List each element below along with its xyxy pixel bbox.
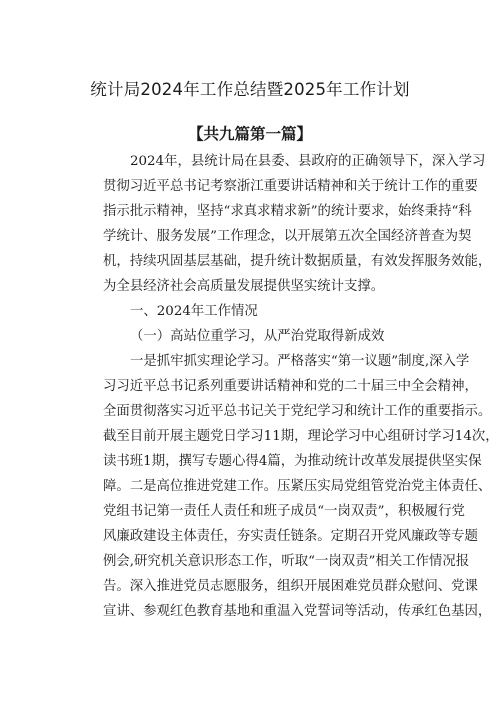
paragraph-line: 读书班1期，撰写专题心得4篇，为推动统计改革发展提供坚实保 bbox=[103, 454, 482, 469]
paragraph-line: 截至目前开展主题党日学习11期，理论学习中心组研讨学习14次， bbox=[103, 429, 499, 444]
subsection-heading: （一）高站位重学习，从严治党取得新成效 bbox=[130, 329, 385, 344]
paragraph-line: 贯彻习近平总书记考察浙江重要讲话精神和关于统计工作的重要 bbox=[103, 179, 478, 194]
paragraph-line: 指示批示精神，坚持“求真求精求新”的统计要求，始终秉持“科 bbox=[103, 204, 472, 219]
paragraph-line: 机，持续巩固基层基础，提升统计数据质量，有效发挥服务效能， bbox=[103, 254, 492, 269]
paragraph-line: 全面贯彻落实习近平总书记关于党纪学习和统计工作的重要指示。 bbox=[103, 404, 492, 419]
paragraph-line: 风廉政建设主体责任，夯实责任链条。定期召开党风廉政等专题 bbox=[103, 529, 478, 544]
paragraph-line: 障。二是高位推进党建工作。压紧压实局党组管党治党主体责任、 bbox=[103, 479, 492, 494]
paragraph-line: 习习近平总书记系列重要讲话精神和党的二十届三中全会精神， bbox=[103, 379, 478, 394]
document-title: 统计局2024年工作总结暨2025年工作计划 bbox=[90, 80, 410, 99]
paragraph-line: 告。深入推进党员志愿服务，组织开展困难党员群众慰问、党课 bbox=[103, 579, 478, 594]
section-heading: 一、2024年工作情况 bbox=[130, 304, 258, 319]
paragraph-line: 党组书记第一责任人责任和班子成员“一岗双责”，积极履行党 bbox=[103, 504, 465, 519]
paragraph-line: 一是抓牢抓实理论学习。严格落实“第一议题”制度,深入学 bbox=[130, 354, 470, 369]
paragraph-line: 2024年，县统计局在县委、县政府的正确领导下，深入学习 bbox=[130, 154, 486, 169]
paragraph-line: 宣讲、参观红色教育基地和重温入党誓词等活动，传承红色基因， bbox=[103, 604, 492, 619]
paragraph-line: 例会,研究机关意识形态工作，听取“一岗双责”相关工作情况报 bbox=[103, 554, 470, 569]
document-subtitle: 【共九篇第一篇】 bbox=[187, 124, 312, 143]
paragraph-line: 为全县经济社会高质量发展提供坚实统计支撑。 bbox=[103, 279, 385, 294]
paragraph-line: 学统计、服务发展”工作理念，以开展第五次全国经济普查为契 bbox=[103, 229, 472, 244]
